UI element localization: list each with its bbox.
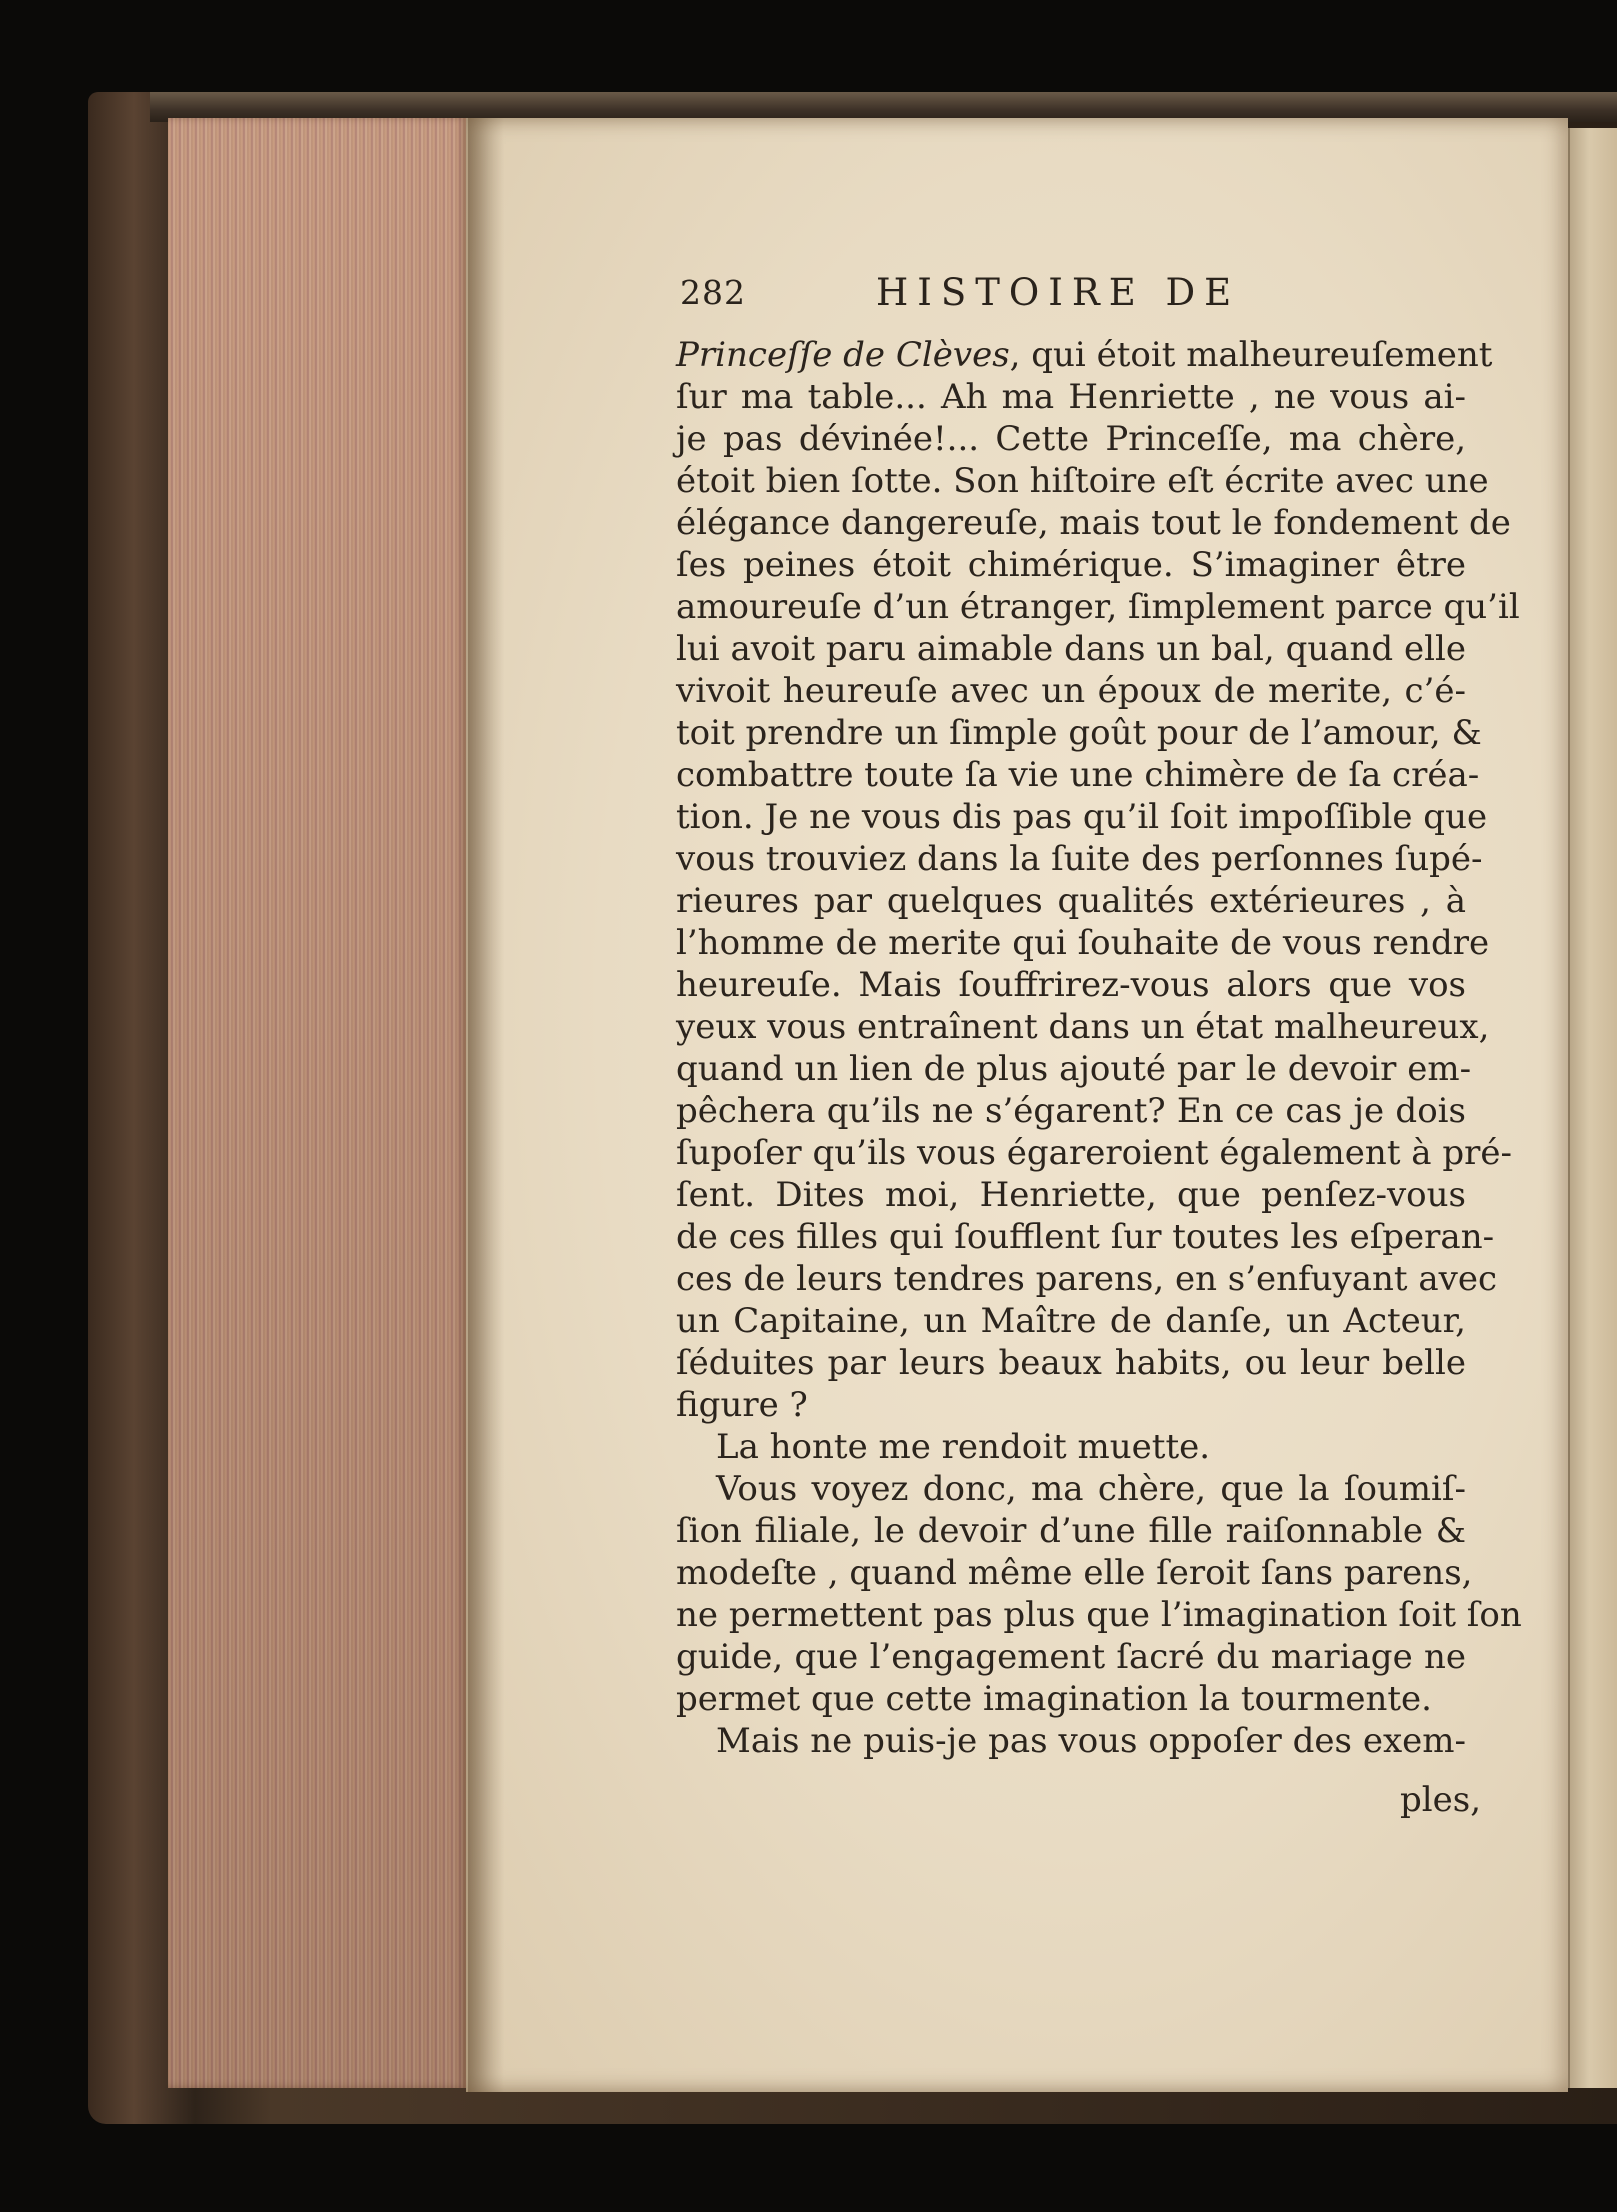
page-edges xyxy=(168,118,468,2088)
text-line: ſur ma table... Ah ma Henriette , ne vous ai- xyxy=(676,377,1466,417)
text-line: élégance dangereuſe, mais tout le fondement de xyxy=(676,503,1511,543)
text-line: je pas dévinée!... Cette Princeſſe, ma chère, xyxy=(676,419,1466,459)
body-text xyxy=(676,334,1522,1762)
italic-title: Princeſſe de Clèves xyxy=(676,335,1010,375)
text-line: vivoit heureuſe avec un époux de merite, c’é- xyxy=(676,671,1466,711)
text-line: ſes peines étoit chimérique. S’imaginer être xyxy=(676,545,1466,585)
text-line: vous trouviez dans la ſuite des perſonnes ſupé- xyxy=(676,839,1483,879)
text-line: étoit bien ſotte. Son hiſtoire eſt écrite avec une xyxy=(676,461,1489,501)
text-line: ſupoſer qu’ils vous égareroient également à pré- xyxy=(676,1133,1512,1173)
text-line: l’homme de merite qui ſouhaite de vous rendre xyxy=(676,923,1490,963)
line-text: , qui étoit malheureuſement xyxy=(1009,335,1493,375)
text-line: quand un lien de plus ajouté par le devoir em- xyxy=(676,1049,1472,1089)
text-line: ces de leurs tendres parens, en s’enfuyant avec xyxy=(676,1259,1498,1299)
text-line: tion. Je ne vous dis pas qu’il ſoit impoſſible que xyxy=(676,797,1488,837)
text-line: ſent. Dites moi, Henriette, que penſez-vous xyxy=(676,1175,1466,1215)
text-line: amoureuſe d’un étranger, ſimplement parce qu’il xyxy=(676,587,1520,627)
text-line: pêchera qu’ils ne s’égarent? En ce cas je dois xyxy=(676,1091,1466,1131)
text-line: heureuſe. Mais ſouffrirez-vous alors que vos xyxy=(676,965,1466,1005)
text-line: ſéduites par leurs beaux habits, ou leur belle xyxy=(676,1343,1466,1383)
text-line: permet que cette imagination la tourmente. xyxy=(676,1679,1432,1719)
catchword: ples, xyxy=(1400,1780,1482,1820)
text-line: un Capitaine, un Maître de danſe, un Acteur, xyxy=(676,1301,1466,1341)
page-number: 282 xyxy=(680,273,746,312)
text-line: de ces filles qui ſoufflent ſur toutes les eſperan- xyxy=(676,1217,1495,1257)
text-line: La honte me rendoit muette. xyxy=(716,1427,1211,1467)
text-line: yeux vous entraînent dans un état malheureux, xyxy=(676,1007,1490,1047)
text-line: Mais ne puis-je pas vous oppoſer des exem- xyxy=(716,1721,1466,1761)
text-line: ne permettent pas plus que l’imagination ſoit ſon xyxy=(676,1595,1522,1635)
text-line: Vous voyez donc, ma chère, que la ſoumiſ- xyxy=(716,1469,1466,1509)
text-line: ſion filiale, le devoir d’une fille raiſonnable & xyxy=(676,1511,1466,1551)
text-line: combattre toute ſa vie une chimère de ſa créa- xyxy=(676,755,1480,795)
text-line xyxy=(676,334,1493,376)
text-line: lui avoit paru aimable dans un bal, quand elle xyxy=(676,629,1466,669)
running-head: HISTOIRE DE xyxy=(876,271,1241,314)
gutter-shadow xyxy=(468,118,504,2092)
text-line: figure ? xyxy=(676,1385,808,1425)
text-line: guide, que l’engagement ſacré du mariage ne xyxy=(676,1637,1466,1677)
text-line: toit prendre un ſimple goût pour de l’amour, & xyxy=(676,713,1482,753)
text-line: rieures par quelques qualités extérieures , à xyxy=(676,881,1466,921)
text-line: modeſte , quand même elle ſeroit ſans parens, xyxy=(676,1553,1473,1593)
facing-page-edge xyxy=(1568,128,1617,2088)
page-header xyxy=(680,273,1480,323)
